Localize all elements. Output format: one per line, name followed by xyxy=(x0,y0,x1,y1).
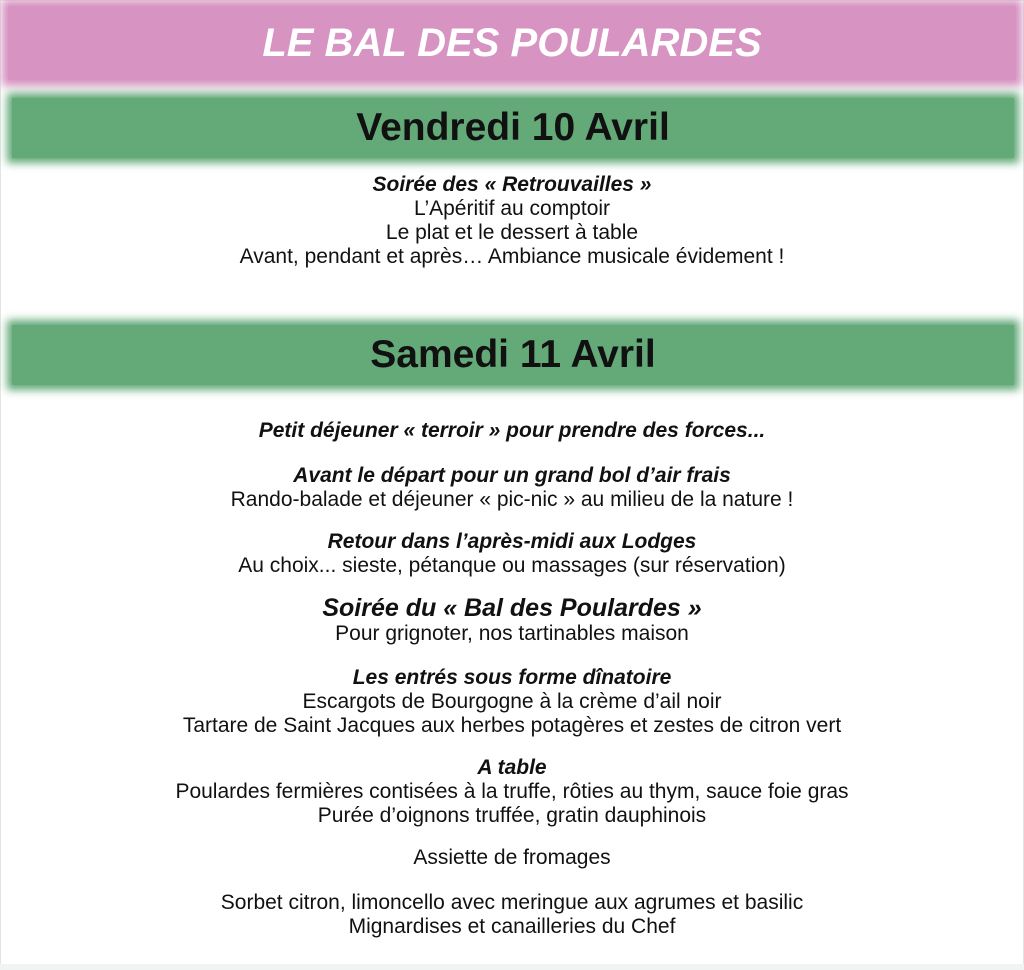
saturday-main-course xyxy=(0,756,1024,828)
departure-line: Rando-balade et déjeuner « pic-nic » au milieu de la nature ! xyxy=(230,488,794,511)
dessert-item: Mignardises et canailleries du Chef xyxy=(348,915,676,938)
saturday-desserts xyxy=(0,891,1024,939)
cheese-item: Assiette de fromages xyxy=(413,846,611,869)
evening-line: Pour grignoter, nos tartinables maison xyxy=(335,622,689,645)
friday-line: L’Apéritif au comptoir xyxy=(413,197,611,220)
friday-heading: Soirée des « Retrouvailles » xyxy=(372,173,652,196)
saturday-cheese xyxy=(0,846,1024,870)
saturday-starters xyxy=(0,666,1024,738)
afternoon-heading: Retour dans l’après-midi aux Lodges xyxy=(327,530,697,553)
departure-heading: Avant le départ pour un grand bol d’air frais xyxy=(293,464,731,487)
main-course-item: Poulardes fermières contisées à la truffe, rôties au thym, sauce foie gras xyxy=(175,780,849,803)
breakfast-heading: Petit déjeuner « terroir » pour prendre des forces... xyxy=(258,419,766,442)
friday-banner xyxy=(12,98,1014,158)
saturday-day-title: Samedi 11 Avril xyxy=(370,333,656,376)
friday-line: Avant, pendant et après… Ambiance musicale évidement ! xyxy=(239,245,785,268)
afternoon-line: Au choix... sieste, pétanque ou massages (sur réservation) xyxy=(238,554,786,577)
starters-heading: Les entrés sous forme dînatoire xyxy=(352,666,672,689)
friday-line: Le plat et le dessert à table xyxy=(385,221,639,244)
starter-item: Tartare de Saint Jacques aux herbes potagères et zestes de citron vert xyxy=(182,714,842,737)
dessert-item: Sorbet citron, limoncello avec meringue aux agrumes et basilic xyxy=(220,891,804,914)
saturday-afternoon xyxy=(0,530,1024,578)
evening-heading: Soirée du « Bal des Poulardes » xyxy=(322,594,702,622)
saturday-breakfast xyxy=(0,419,1024,443)
saturday-banner xyxy=(12,325,1014,385)
main-course-item: Purée d’oignons truffée, gratin dauphinois xyxy=(317,804,707,827)
page-title: LE BAL DES POULARDES xyxy=(262,20,762,65)
friday-program xyxy=(0,173,1024,269)
friday-day-title: Vendredi 10 Avril xyxy=(356,106,670,149)
saturday-evening xyxy=(0,594,1024,646)
bottom-strip xyxy=(0,964,1024,970)
saturday-departure xyxy=(0,464,1024,512)
title-banner xyxy=(8,6,1016,80)
starter-item: Escargots de Bourgogne à la crème d’ail noir xyxy=(302,690,722,713)
table-heading: A table xyxy=(477,756,547,779)
